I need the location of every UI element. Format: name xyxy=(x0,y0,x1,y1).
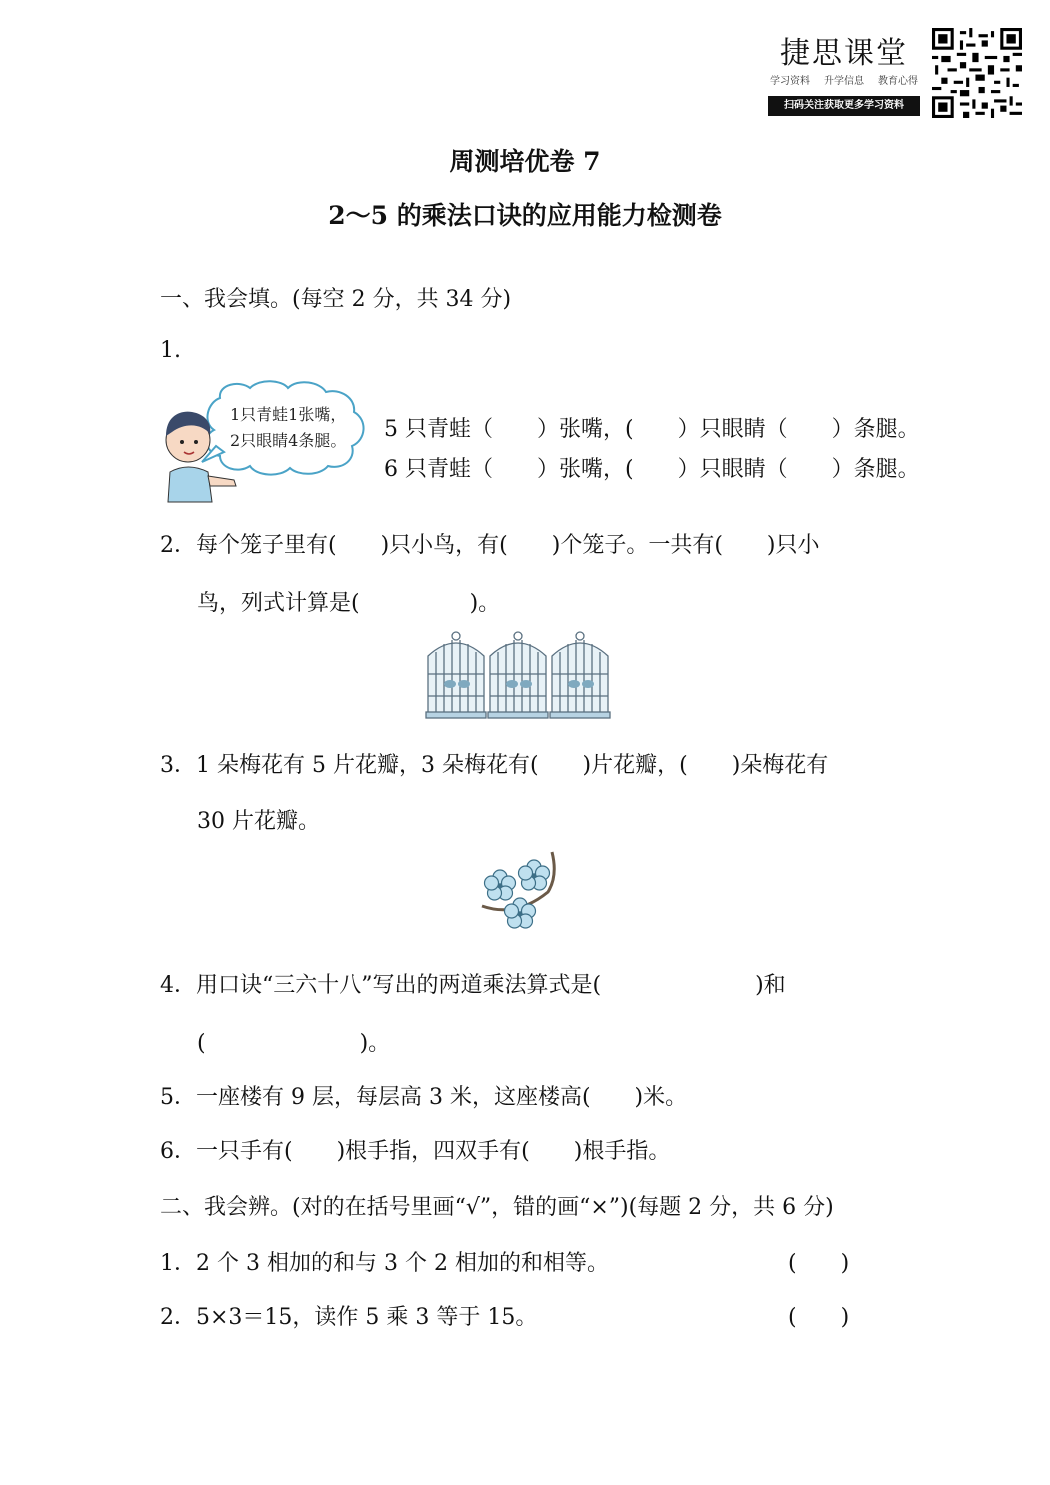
page-subtitle: 2～5 的乘法口诀的应用能力检测卷 xyxy=(328,201,722,230)
qr-code-icon[interactable] xyxy=(932,28,1022,118)
q1-row-2: 6 只青蛙（ ）张嘴，( ）只眼睛（ ）条腿。 xyxy=(384,457,920,482)
answer-bracket: ( ) xyxy=(788,1251,850,1276)
q4-line-1: 4．用口诀“三六十八”写出的两道乘法算式是( )和 xyxy=(160,973,786,998)
section-heading: 一、我会填。(每空 2 分，共 34 分) xyxy=(160,287,512,312)
judge-item-2: 2．5×3＝15，读作 5 乘 3 等于 15。 xyxy=(160,1305,538,1330)
q3-line-1: 3．1 朵梅花有 5 片花瓣，3 朵梅花有( )片花瓣，( )朵梅花有 xyxy=(160,753,829,778)
answer-bracket: ( ) xyxy=(788,1305,850,1330)
q4-line-2: ( )。 xyxy=(197,1031,391,1056)
judge-item-1: 1．2 个 3 相加的和与 3 个 2 相加的和相等。 xyxy=(160,1251,609,1276)
brand-tag: 学习资料 xyxy=(770,76,810,87)
brand-tag: 教育心得 xyxy=(878,76,918,87)
q2-line-1: 2．每个笼子里有( )只小鸟，有( )个笼子。一共有( )只小 xyxy=(160,533,820,558)
boy-speech-illustration xyxy=(158,376,382,504)
brand-tag: 升学信息 xyxy=(824,76,864,87)
bubble-line-1: 1只青蛙1张嘴， xyxy=(230,405,347,424)
brand-name: 捷思课堂 xyxy=(780,36,908,71)
brand-bar: 扫码关注获取更多学习资料 xyxy=(768,96,920,116)
section-heading: 二、我会辨。(对的在括号里画“√”，错的画“×”)(每题 2 分，共 6 分) xyxy=(160,1195,834,1220)
plum-blossom-illustration xyxy=(476,846,580,944)
brand-logo xyxy=(768,22,920,118)
q5-line: 5．一座楼有 9 层，每层高 3 米，这座楼高( )米。 xyxy=(160,1085,688,1110)
bubble-line-2: 2只眼睛4条腿。 xyxy=(230,431,347,450)
page-title: 周测培优卷 7 xyxy=(449,147,601,176)
q2-line-2: 鸟，列式计算是( )。 xyxy=(197,591,501,616)
q3-line-2: 30 片花瓣。 xyxy=(197,809,320,834)
q6-line: 6．一只手有( )根手指，四双手有( )根手指。 xyxy=(160,1139,671,1164)
question-number: 1. xyxy=(160,338,181,363)
birdcages-illustration xyxy=(424,626,612,722)
q1-row-1: 5 只青蛙（ ）张嘴，( ）只眼睛（ ）条腿。 xyxy=(384,417,920,442)
brand-tags xyxy=(768,72,920,87)
